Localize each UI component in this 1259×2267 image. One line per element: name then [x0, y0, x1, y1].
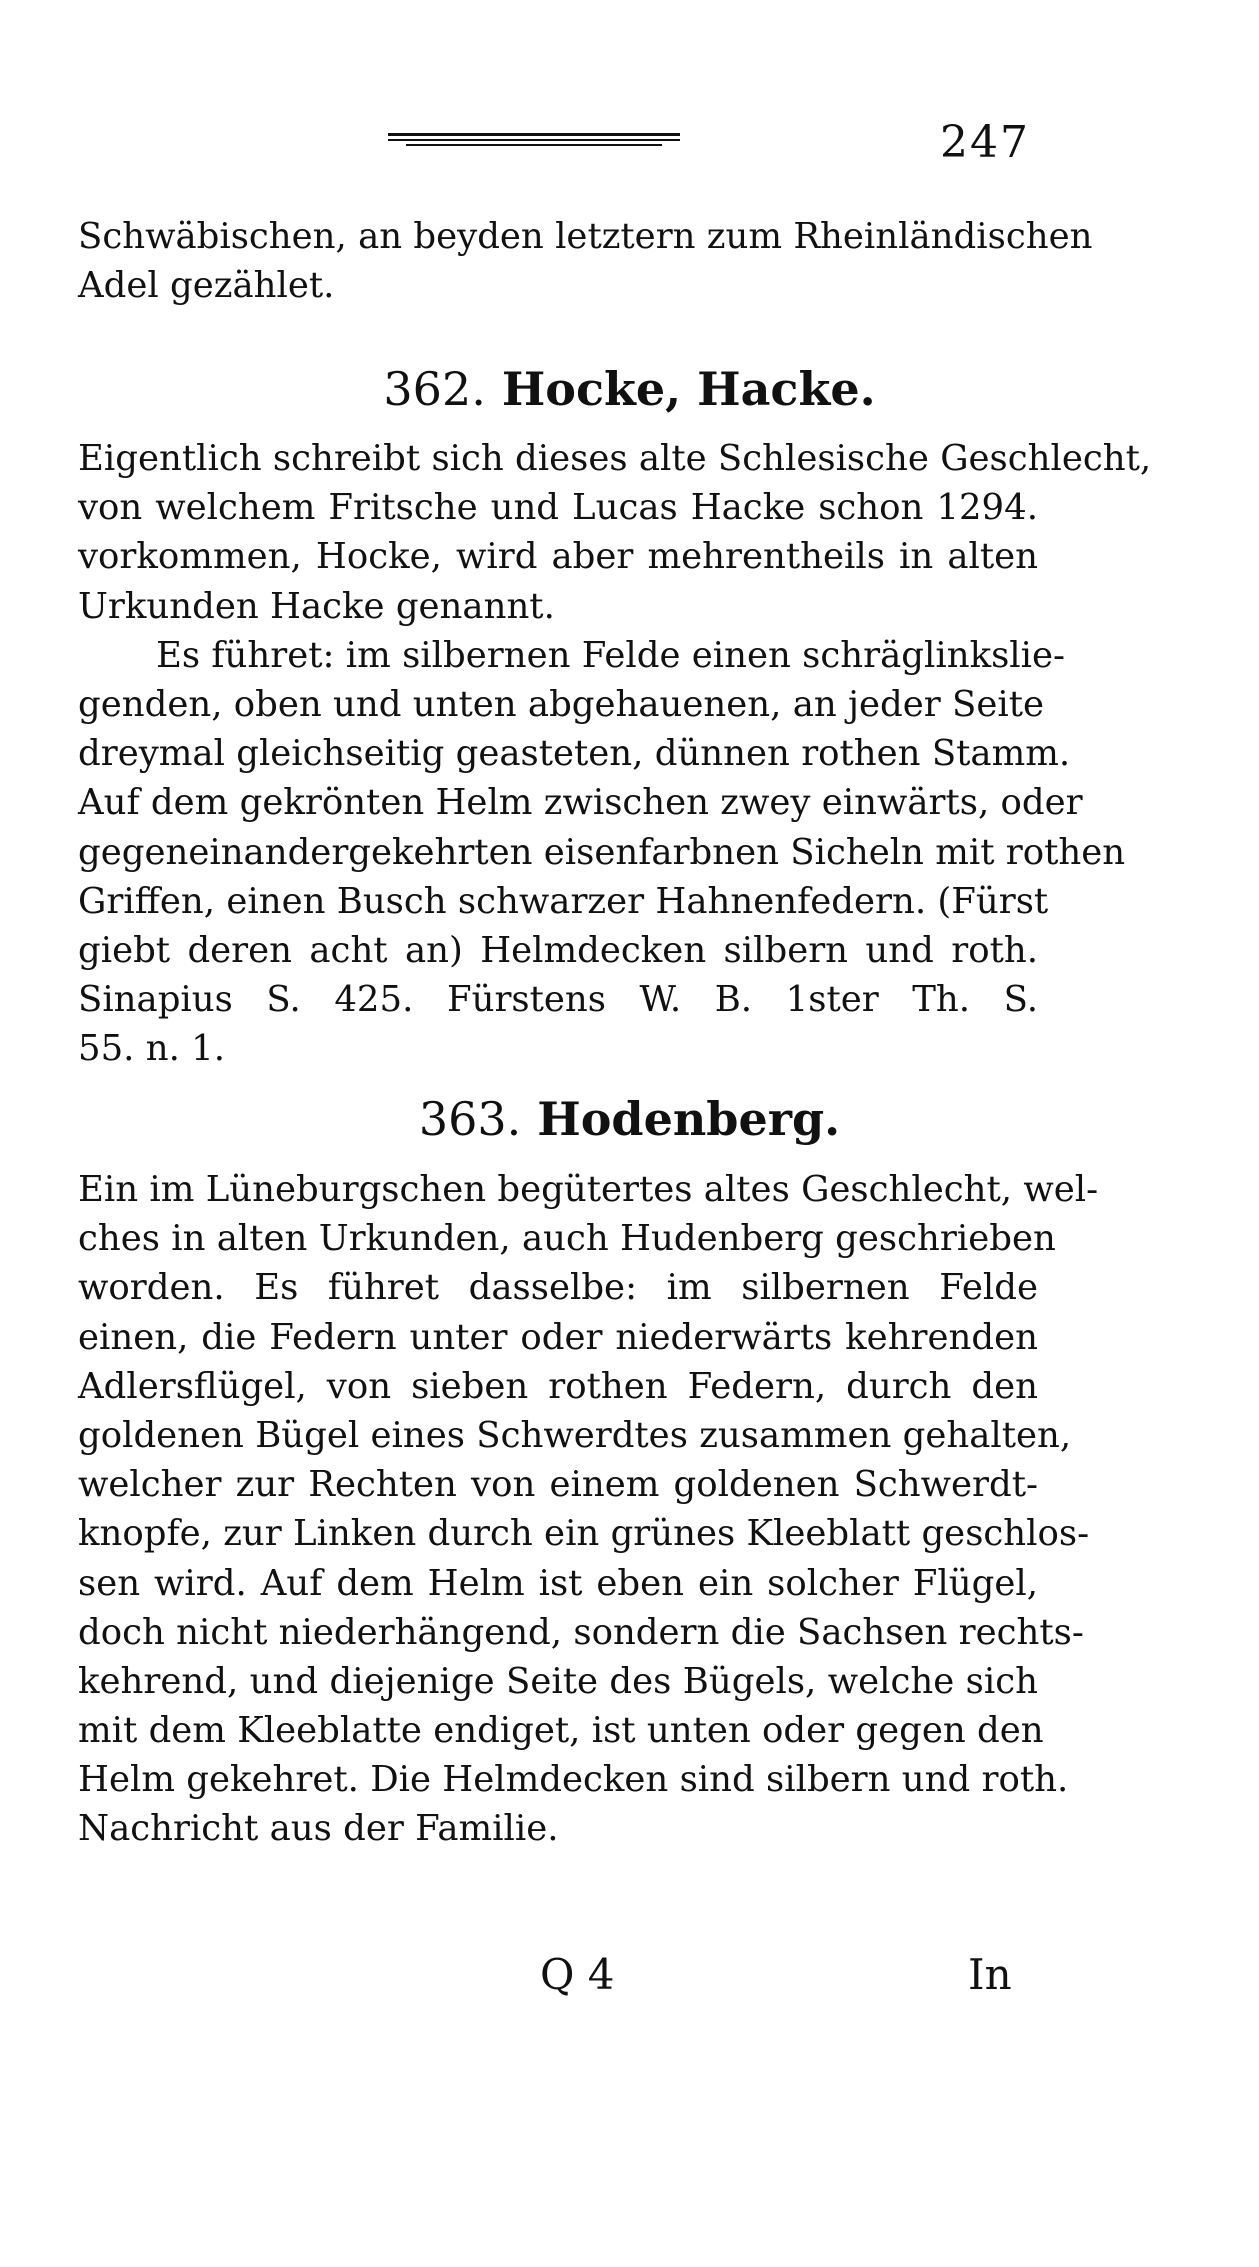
text-line: einen, die Federn unter oder niederwärts kehrenden — [78, 1316, 1038, 1358]
text-line: Nachricht aus der Familie. — [78, 1808, 559, 1850]
entry-title: Hocke, Hacke. — [501, 362, 876, 416]
text-line: Urkunden Hacke genannt. — [78, 585, 555, 627]
intro-paragraph — [78, 212, 1093, 310]
text-line: Griffen, einen Busch schwarzer Hahnenfedern. (Fürst — [78, 880, 1049, 922]
text-line: von welchem Fritsche und Lucas Hacke schon 1294. — [78, 487, 1038, 529]
text-line: Helm gekehret. Die Helmdecken sind silbern und roth. — [78, 1759, 1069, 1801]
entry-362-body — [78, 434, 1152, 1073]
entry-title: Hodenberg. — [537, 1092, 841, 1146]
catchword: In — [968, 1950, 1012, 1999]
text-line: mit dem Kleeblatte endiget, ist unten oder gegen den — [78, 1710, 1044, 1752]
page-number: 247 — [940, 117, 1030, 168]
text-line: Adel gezählet. — [78, 265, 335, 307]
text-line: doch nicht niederhängend, sondern die Sachsen rechts- — [78, 1611, 1084, 1653]
text-line: welcher zur Rechten von einem goldenen Schwerdt- — [78, 1464, 1038, 1506]
entry-363-heading — [0, 1090, 1259, 1148]
text-line: 55. n. 1. — [78, 1028, 226, 1070]
text-line: Schwäbischen, an beyden letztern zum Rheinländischen — [78, 216, 1093, 257]
entry-number: 362. — [383, 362, 486, 416]
header-ornament-rule — [388, 133, 680, 149]
text-line: Sinapius S. 425. Fürstens W. B. 1ster Th. S. — [78, 979, 1038, 1021]
text-line: dreymal gleichseitig geasteten, dünnen rothen Stamm. — [78, 733, 1071, 775]
text-line: sen wird. Auf dem Helm ist eben ein solcher Flügel, — [78, 1562, 1038, 1604]
text-line: gegeneinandergekehrten eisenfarbnen Sicheln mit rothen — [78, 831, 1126, 873]
text-line: ches in alten Urkunden, auch Hudenberg geschrieben — [78, 1218, 1056, 1260]
text-line: Adlersflügel, von sieben rothen Federn, durch den — [78, 1365, 1038, 1407]
text-line: goldenen Bügel eines Schwerdtes zusammen gehalten, — [78, 1414, 1072, 1456]
text-line: vorkommen, Hocke, wird aber mehrentheils in alten — [78, 536, 1038, 578]
entry-362-heading — [0, 360, 1259, 418]
text-line: Eigentlich schreibt sich dieses alte Schlesische Geschlecht, — [78, 438, 1152, 479]
text-line: worden. Es führet dasselbe: im silbernen Felde — [78, 1267, 1038, 1309]
text-line: kehrend, und diejenige Seite des Bügels, welche sich — [78, 1660, 1038, 1702]
text-line: genden, oben und unten abgehauenen, an jeder Seite — [78, 683, 1045, 725]
text-line: Es führet: im silbernen Felde einen schräglinkslie- — [156, 634, 1066, 676]
text-line: knopfe, zur Linken durch ein grünes Kleeblatt geschlos- — [78, 1513, 1090, 1555]
text-line: Auf dem gekrönten Helm zwischen zwey einwärts, oder — [78, 782, 1083, 824]
entry-363-body — [78, 1165, 1099, 1854]
text-line: Ein im Lüneburgschen begütertes altes Geschlecht, wel- — [78, 1169, 1099, 1210]
signature-mark: Q 4 — [540, 1950, 615, 1999]
text-line: giebt deren acht an) Helmdecken silbern und roth. — [78, 929, 1038, 971]
entry-number: 363. — [418, 1092, 522, 1146]
